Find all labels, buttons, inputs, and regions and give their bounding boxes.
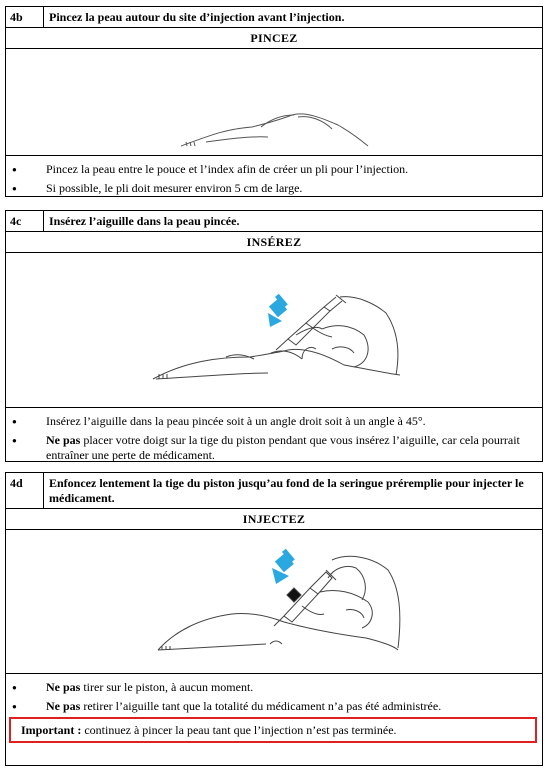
important-label: Important : xyxy=(21,723,82,737)
pinch-hand-drawing xyxy=(6,49,542,155)
step-subheading: INSÉREZ xyxy=(6,232,542,253)
inject-illustration xyxy=(6,530,542,674)
step-title: Insérez l’aiguille dans la peau pincée. xyxy=(49,214,240,228)
important-note xyxy=(9,717,537,743)
step-subheading: PINCEZ xyxy=(6,28,542,49)
step-number: 4d xyxy=(6,473,44,508)
inject-plunger-drawing xyxy=(6,530,542,673)
step-4d-bullets xyxy=(6,674,542,722)
insert-needle-drawing xyxy=(6,253,542,407)
step-header xyxy=(6,7,542,28)
step-4b-block xyxy=(5,6,543,197)
step-4c-bullets xyxy=(6,408,542,471)
bullet-item: ● Ne pas placer votre doigt sur la tige du piston pendant que vous insérez l’aiguille, car cela pourrait entraîner une perte de médicament. xyxy=(6,433,542,463)
step-header xyxy=(6,211,542,232)
important-text: continuez à pincer la peau tant que l’injection n’est pas terminée. xyxy=(81,723,397,737)
step-number: 4b xyxy=(6,7,44,27)
bullet-item: ● Pincez la peau entre le pouce et l’index afin de créer un pli pour l’injection. xyxy=(6,162,542,177)
step-number: 4c xyxy=(6,211,44,231)
bullet-item: ● Ne pas tirer sur le piston, à aucun moment. xyxy=(6,680,542,695)
step-header xyxy=(6,473,542,509)
insert-illustration xyxy=(6,253,542,408)
step-title: Enfoncez lentement la tige du piston jusqu’au fond de la seringue préremplie pour injecter le médicament. xyxy=(49,476,524,505)
step-subheading: INJECTEZ xyxy=(6,509,542,530)
step-4b-bullets xyxy=(6,156,542,204)
step-title: Pincez la peau autour du site d’injection avant l’injection. xyxy=(49,10,345,24)
bullet-item: ● Ne pas retirer l’aiguille tant que la totalité du médicament n’a pas été administrée. xyxy=(6,699,542,714)
pinch-illustration xyxy=(6,49,542,156)
bullet-item: ● Si possible, le pli doit mesurer environ 5 cm de large. xyxy=(6,181,542,196)
step-4c-block xyxy=(5,210,543,462)
blue-arrow-icon xyxy=(272,549,295,584)
blue-arrow-icon xyxy=(268,294,288,327)
bullet-item: ● Insérez l’aiguille dans la peau pincée soit à un angle droit soit à un angle à 45°. xyxy=(6,414,542,429)
